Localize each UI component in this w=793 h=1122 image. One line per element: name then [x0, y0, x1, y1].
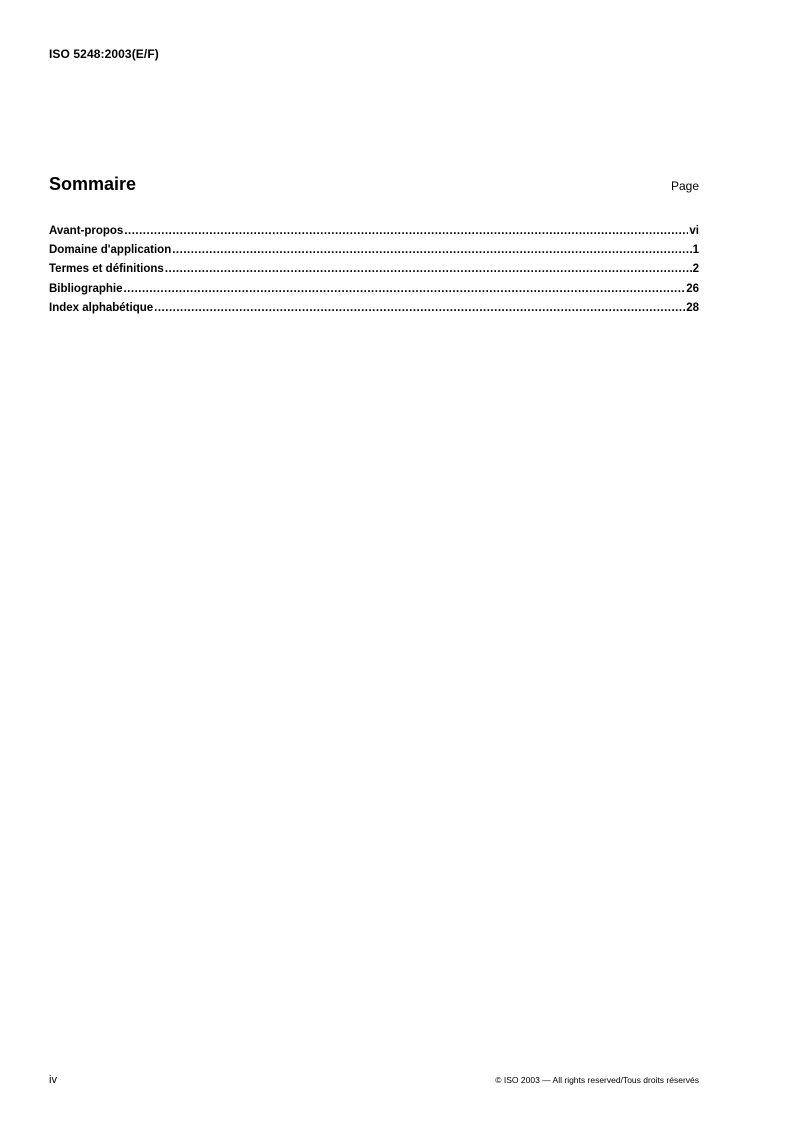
toc-entry-bibliographie[interactable]	[49, 283, 699, 302]
toc-entry-page: 28	[686, 301, 699, 314]
toc-dot-leader	[124, 225, 688, 237]
toc-entry-page: 26	[686, 282, 699, 295]
page-footer	[49, 1074, 699, 1086]
toc-heading-row	[49, 174, 699, 195]
toc-title: Sommaire	[49, 174, 137, 194]
toc-entry-termes-definitions[interactable]	[49, 263, 699, 282]
toc-entry-label: Termes et définitions	[49, 263, 164, 276]
page-number: iv	[49, 1074, 57, 1086]
toc-list	[49, 225, 699, 321]
toc-entry-label: Index alphabétique	[49, 301, 154, 314]
toc-dot-leader	[165, 263, 692, 275]
toc-entry-domaine-application[interactable]	[49, 244, 699, 263]
toc-entry-label: Domaine d'application	[49, 244, 172, 257]
copyright-notice: © ISO 2003 — All rights reserved/Tous droits réservés	[495, 1075, 699, 1085]
toc-page-column-label: Page	[670, 179, 699, 193]
toc-dot-leader	[172, 244, 691, 256]
toc-entry-index-alphabetique[interactable]	[49, 302, 699, 321]
toc-entry-label: Avant-propos	[49, 225, 124, 237]
toc-entry-avant-propos[interactable]	[49, 225, 699, 244]
toc-dot-leader	[154, 302, 685, 314]
toc-dot-leader	[123, 283, 685, 295]
toc-entry-page: 2	[692, 263, 699, 276]
document-id-header: ISO 5248:2003(E/F)	[49, 47, 159, 61]
toc-entry-label: Bibliographie	[49, 282, 123, 295]
toc-entry-page: 1	[692, 244, 699, 257]
toc-entry-page: vi	[689, 225, 699, 237]
